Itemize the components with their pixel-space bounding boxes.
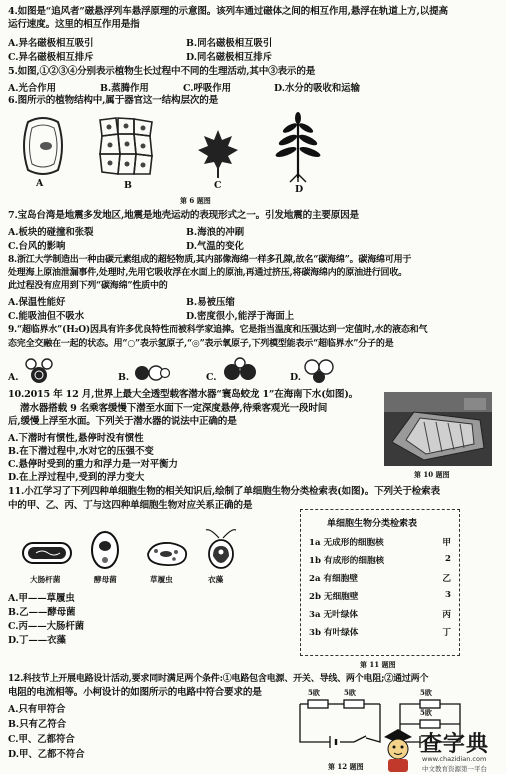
key-value-2b: 3 (445, 590, 451, 600)
q8-option-a[interactable]: A.保温性能好 (8, 297, 66, 308)
q9-model-b (134, 364, 170, 382)
q11-option-d[interactable]: D.丁——衣藻 (8, 635, 66, 646)
q7-option-d[interactable]: D.气温的变化 (186, 241, 244, 252)
q7-option-a[interactable]: A.板块的碰撞和张裂 (8, 227, 94, 238)
key-value-1b: 2 (445, 554, 451, 564)
q10-stem-line1: 10.2015 年 12 月,世界上最大全透型载客潜水器“寰岛蛟龙 1”在海南下水(如图)。 (8, 389, 359, 400)
q5-option-c[interactable]: C.呼吸作用 (183, 83, 232, 94)
q12-circuit-a-r2: 5欧 (344, 688, 356, 697)
q12-circuit-b-r2: 5欧 (420, 708, 432, 717)
q9-option-b[interactable]: B. (118, 372, 130, 383)
q4-option-b[interactable]: B.同名磁极相互吸引 (186, 38, 273, 49)
q12-circuit-b-r1: 5欧 (420, 688, 432, 697)
q10-option-b[interactable]: B.在下潜过程中,水对它的压强不变 (8, 446, 154, 457)
key-row-1a: 1a 无成形的细胞核 (309, 538, 384, 548)
key-value-3a: 丙 (442, 610, 451, 620)
q12-circuit-a-r1: 5欧 (308, 688, 320, 697)
q6-figure-d-plant (276, 112, 320, 182)
q11-label-ecoli: 大肠杆菌 (30, 575, 61, 584)
watermark-url: www.chazidian.com (422, 755, 487, 763)
q5-option-d[interactable]: D.水分的吸收和运输 (274, 83, 361, 94)
q11-paramecium-icon (144, 540, 190, 568)
key-row-3a: 3a 无叶绿体 (309, 610, 358, 620)
q11-option-c[interactable]: C.丙——大肠杆菌 (8, 621, 85, 632)
q11-caption: 第 11 题图 (360, 660, 396, 669)
q6-figure-c-leaf (198, 128, 238, 178)
q8-option-c[interactable]: C.能吸油但不吸水 (8, 311, 85, 322)
q8-option-d[interactable]: D.密度很小,能浮于海面上 (186, 311, 295, 322)
q9-stem-line2: 态完全交融在一起的状态。用“○”表示氢原子,“◎”表示氧原子,下列模型能表示“超临界水”分子的是 (8, 339, 394, 349)
q7-stem: 7.宝岛台湾是地震多发地区,地震是地壳运动的表现形式之一。引发地震的主要原因是 (8, 210, 359, 221)
q8-stem-line3: 此过程没有应用到下列“碳海绵”性质中的 (8, 281, 168, 291)
q6-caption: 第 6 题图 (180, 196, 211, 205)
q6-label-b: B (124, 180, 132, 191)
q10-caption: 第 10 题图 (414, 470, 450, 479)
q6-label-a: A (36, 178, 44, 189)
key-row-3b: 3b 有叶绿体 (309, 628, 359, 638)
q10-option-c[interactable]: C.悬停时受到的重力和浮力是一对平衡力 (8, 459, 178, 470)
q5-stem: 5.如图,①②③④分别表示植物生长过程中不同的生理活动,其中③表示的是 (8, 66, 316, 77)
q9-model-a (24, 358, 54, 384)
q6-figure-a-cell (20, 116, 66, 176)
q9-option-d[interactable]: D. (290, 372, 302, 383)
q9-stem-line1: 9.“超临界水”(H₂O)因具有许多优良特性而被科学家追捧。它是指当温度和压强达到一定值时,水的液态和气 (8, 325, 428, 335)
q11-yeast-icon (90, 530, 120, 570)
watermark-name: 查字典 (420, 732, 490, 757)
q6-figure-b-tissue (98, 116, 154, 176)
key-value-3b: 丁 (442, 628, 451, 638)
q10-option-a[interactable]: A.下潜时有惯性,悬停时没有惯性 (8, 433, 144, 444)
watermark-slogan: 中文教育资源第一平台 (422, 765, 487, 773)
chazidian-watermark (380, 725, 506, 774)
key-value-2a: 乙 (442, 574, 451, 584)
q11-option-b[interactable]: B.乙——酵母菌 (8, 607, 76, 618)
q11-stem-line2: 中的甲、乙、丙、丁与这四种单细胞生物对应关系正确的是 (8, 500, 253, 511)
q8-stem-line2: 处理海上原油泄漏事件,处理时,先用它吸收浮在水面上的原油,再通过挤压,将碳海绵内的原油进行回收。 (8, 268, 407, 278)
q10-option-d[interactable]: D.在上浮过程中,受到的浮力变大 (8, 472, 145, 483)
q11-option-a[interactable]: A.甲——草履虫 (8, 593, 75, 604)
key-title: 单细胞生物分类检索表 (327, 519, 418, 529)
q8-stem-line1: 8.浙江大学制造出一种由碳元素组成的超轻物质,其内部像海绵一样多孔隙,故名“碳海绵”。碳海绵可用于 (8, 255, 412, 265)
q7-option-b[interactable]: B.海浪的冲刷 (186, 227, 245, 238)
q12-option-d[interactable]: D.甲、乙都不符合 (8, 749, 85, 760)
q4-option-d[interactable]: D.同名磁极相互排斥 (186, 52, 273, 63)
q11-chlamydomonas-icon (204, 526, 238, 570)
q12-stem-line2: 电阻的电流相等。小柯设计的如图所示的电路中符合要求的是 (8, 687, 262, 698)
q11-classification-key (300, 509, 460, 656)
q12-option-c[interactable]: C.甲、乙都符合 (8, 734, 75, 745)
q10-stem-line2: 潜水器搭载 9 名乘客缓慢下潜至水面下一定深度悬停,待乘客观光一段时间 (20, 403, 328, 414)
q9-option-c[interactable]: C. (206, 372, 217, 383)
q5-option-b[interactable]: B.蒸腾作用 (100, 83, 149, 94)
q12-option-a[interactable]: A.只有甲符合 (8, 704, 66, 715)
q4-stem-line2: 运行速度。这里的相互作用是指 (8, 19, 140, 30)
mascot-icon (380, 725, 416, 774)
q11-label-yeast: 酵母菌 (94, 575, 117, 584)
q6-stem: 6.图所示的植物结构中,属于器官这一结构层次的是 (8, 95, 219, 106)
q8-option-b[interactable]: B.易被压缩 (186, 297, 235, 308)
q7-option-c[interactable]: C.台风的影响 (8, 241, 66, 252)
q9-model-d (304, 358, 334, 384)
q11-stem-line1: 11.小江学习了下列四种单细胞生物的相关知识后,绘制了单细胞生物分类检索表(如图)。下列关于检索表 (8, 486, 440, 497)
q12-circuit-a (296, 694, 384, 750)
q4-option-a[interactable]: A.异名磁极相互吸引 (8, 38, 94, 49)
q11-label-paramecium: 草履虫 (150, 575, 173, 584)
q9-model-c (222, 358, 260, 384)
q6-label-c: C (214, 180, 222, 191)
q5-option-a[interactable]: A.光合作用 (8, 83, 57, 94)
q4-option-c[interactable]: C.异名磁极相互排斥 (8, 52, 94, 63)
q10-submarine-photo (384, 392, 492, 466)
q11-label-chlamydomonas: 衣藻 (208, 575, 224, 584)
q12-stem-line1: 12.科技节上开展电路设计活动,要求同时满足两个条件:①电路包含电源、开关、导线、两个电阻;②通过两个 (8, 674, 429, 684)
q10-stem-line3: 后,缓慢上浮至水面。下列关于潜水器的说法中正确的是 (8, 416, 237, 427)
q11-ecoli-icon (22, 542, 72, 564)
q9-option-a[interactable]: A. (8, 372, 19, 383)
key-row-2b: 2b 无细胞壁 (309, 592, 359, 602)
key-row-2a: 2a 有细胞壁 (309, 574, 358, 584)
q6-label-d: D (295, 184, 304, 195)
q4-stem-line1: 4.如图是“追风者”磁悬浮列车悬浮原理的示意图。该列车通过磁体之间的相互作用,悬浮在轨道上方,以提高 (8, 6, 448, 17)
q12-option-b[interactable]: B.只有乙符合 (8, 719, 67, 730)
key-value-1a: 甲 (442, 538, 451, 548)
key-row-1b: 1b 有成形的细胞核 (309, 556, 385, 566)
q12-caption: 第 12 题图 (328, 762, 364, 771)
